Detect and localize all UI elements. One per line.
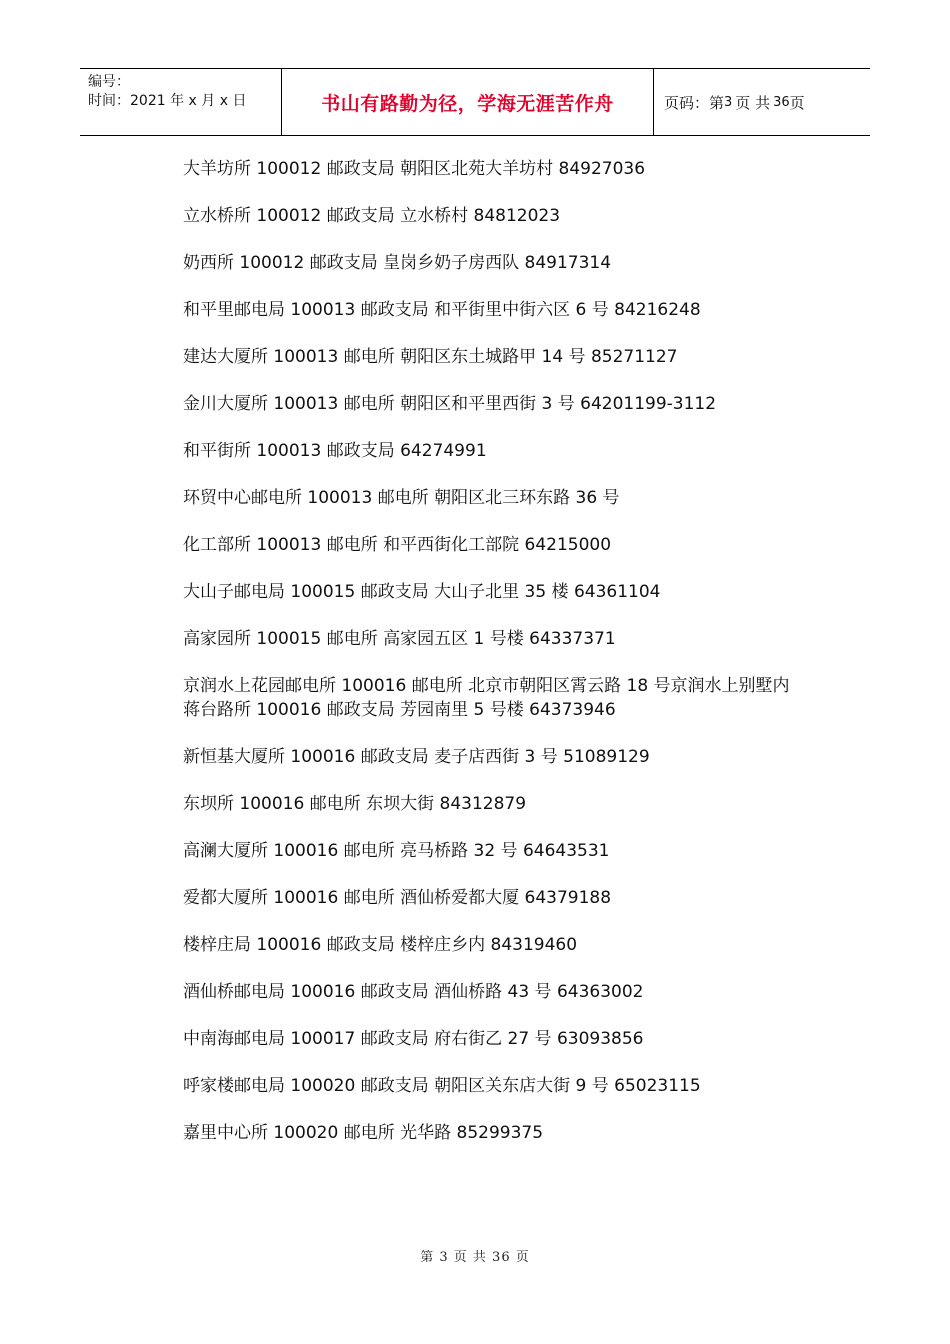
code-label: 编号： xyxy=(88,74,130,90)
list-item: 和平里邮电局 100013 邮政支局 和平街里中街六区 6 号 84216248 xyxy=(183,300,701,320)
header-page-info xyxy=(654,69,870,135)
list-item: 立水桥所 100012 邮政支局 立水桥村 84812023 xyxy=(183,206,561,226)
page-number: 3 xyxy=(724,94,733,110)
page-total: 36 xyxy=(773,94,790,110)
page-header xyxy=(80,68,870,136)
motto-text: 书山有路勤为径，学海无涯苦作舟 xyxy=(321,92,614,115)
list-item: 金川大厦所 100013 邮电所 朝阳区和平里西街 3 号 64201199-3112 xyxy=(183,394,717,414)
list-item: 嘉里中心所 100020 邮电所 光华路 85299375 xyxy=(183,1123,544,1143)
list-item: 蒋台路所 100016 邮政支局 芳园南里 5 号楼 64373946 xyxy=(183,700,616,720)
list-item: 大山子邮电局 100015 邮政支局 大山子北里 35 楼 64361104 xyxy=(183,582,661,602)
list-item: 京润水上花园邮电所 100016 邮电所 北京市朝阳区霄云路 18 号京润水上别墅内 xyxy=(183,676,790,696)
list-item: 大羊坊所 100012 邮政支局 朝阳区北苑大羊坊村 84927036 xyxy=(183,159,646,179)
list-item: 建达大厦所 100013 邮电所 朝阳区东土城路甲 14 号 85271127 xyxy=(183,347,678,367)
list-item: 楼梓庄局 100016 邮政支局 楼梓庄乡内 84319460 xyxy=(183,935,578,955)
list-item: 高澜大厦所 100016 邮电所 亮马桥路 32 号 64643531 xyxy=(183,841,610,861)
header-motto-cell xyxy=(282,69,654,135)
list-item: 东坝所 100016 邮电所 东坝大街 84312879 xyxy=(183,794,527,814)
header-meta xyxy=(80,69,282,135)
list-item: 环贸中心邮电所 100013 邮电所 朝阳区北三环东路 36 号 xyxy=(183,488,620,508)
list-item: 高家园所 100015 邮电所 高家园五区 1 号楼 64337371 xyxy=(183,629,616,649)
page-footer: 第 3 页 共 36 页 xyxy=(420,1250,530,1265)
list-item: 奶西所 100012 邮政支局 皇岗乡奶子房西队 84917314 xyxy=(183,253,612,273)
page-suffix: 页 xyxy=(789,93,805,112)
list-item: 呼家楼邮电局 100020 邮政支局 朝阳区关东店大街 9 号 65023115 xyxy=(183,1076,701,1096)
list-item: 和平街所 100013 邮政支局 64274991 xyxy=(183,441,487,461)
list-item: 化工部所 100013 邮电所 和平西街化工部院 64215000 xyxy=(183,535,612,555)
post-office-list xyxy=(145,150,825,1143)
list-item: 爱都大厦所 100016 邮电所 酒仙桥爱都大厦 64379188 xyxy=(183,888,612,908)
list-item: 中南海邮电局 100017 邮政支局 府右街乙 27 号 63093856 xyxy=(183,1029,644,1049)
page-prefix: 页码：第 xyxy=(664,93,725,112)
list-item: 酒仙桥邮电局 100016 邮政支局 酒仙桥路 43 号 64363002 xyxy=(183,982,644,1002)
list-item: 新恒基大厦所 100016 邮政支局 麦子店西街 3 号 51089129 xyxy=(183,747,650,767)
page-mid: 页 共 xyxy=(735,93,771,112)
time-label: 时间：2021 年 x 月 x 日 xyxy=(88,93,247,109)
